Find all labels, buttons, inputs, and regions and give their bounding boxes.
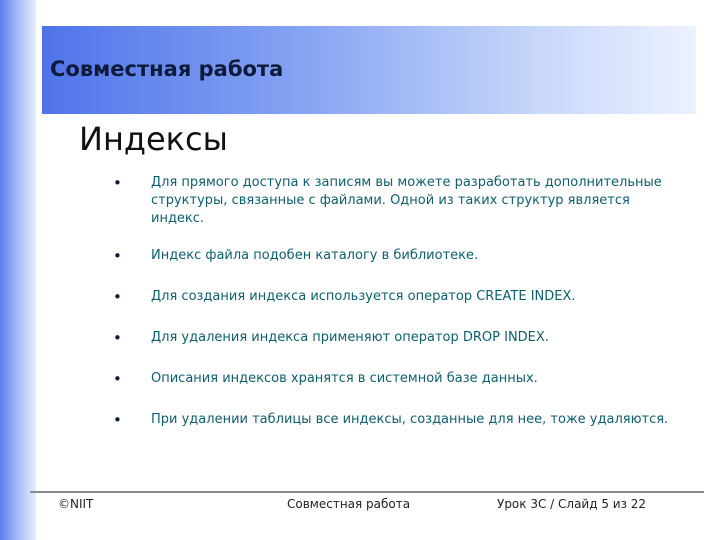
- bullet-dot-icon: •: [113, 288, 122, 306]
- bullet-text: При удалении таблицы все индексы, созданные для нее, тоже удаляются.: [151, 412, 669, 427]
- bullet-item: [113, 247, 673, 265]
- bullet-item: [113, 174, 673, 228]
- bullet-item: [113, 288, 673, 306]
- bullet-item: [113, 329, 673, 347]
- footer-divider: [30, 491, 704, 493]
- header-title: Совместная работа: [50, 57, 284, 81]
- footer-center-title: Совместная работа: [287, 497, 411, 511]
- bullet-dot-icon: •: [113, 329, 122, 347]
- footer-slide-info: Урок 3C / Слайд 5 из 22: [497, 497, 647, 511]
- left-accent-bar: [0, 0, 36, 540]
- bullet-dot-icon: •: [113, 247, 122, 265]
- bullet-text: Для удаления индекса применяют оператор DROP INDEX.: [151, 330, 549, 345]
- bullet-item: [113, 370, 673, 388]
- slide-title: Индексы: [79, 120, 228, 158]
- bullet-item: [113, 411, 671, 429]
- bullet-text: Индекс файла подобен каталогу в библиотеке.: [151, 248, 479, 263]
- footer-copyright: ©NIIT: [58, 497, 94, 511]
- bullet-text: Для прямого доступа к записям вы можете разработать дополнительные структуры, связанные с файлами. Одной из таких структур является индекс.: [151, 175, 662, 226]
- bullet-text: Для создания индекса используется оператор CREATE INDEX.: [151, 289, 576, 304]
- bullet-text: Описания индексов хранятся в системной базе данных.: [151, 371, 538, 386]
- bullet-list: [113, 174, 673, 429]
- bullet-dot-icon: •: [113, 411, 122, 429]
- slide-header-band: [42, 26, 696, 114]
- bullet-dot-icon: •: [113, 370, 122, 388]
- bullet-dot-icon: •: [113, 174, 122, 192]
